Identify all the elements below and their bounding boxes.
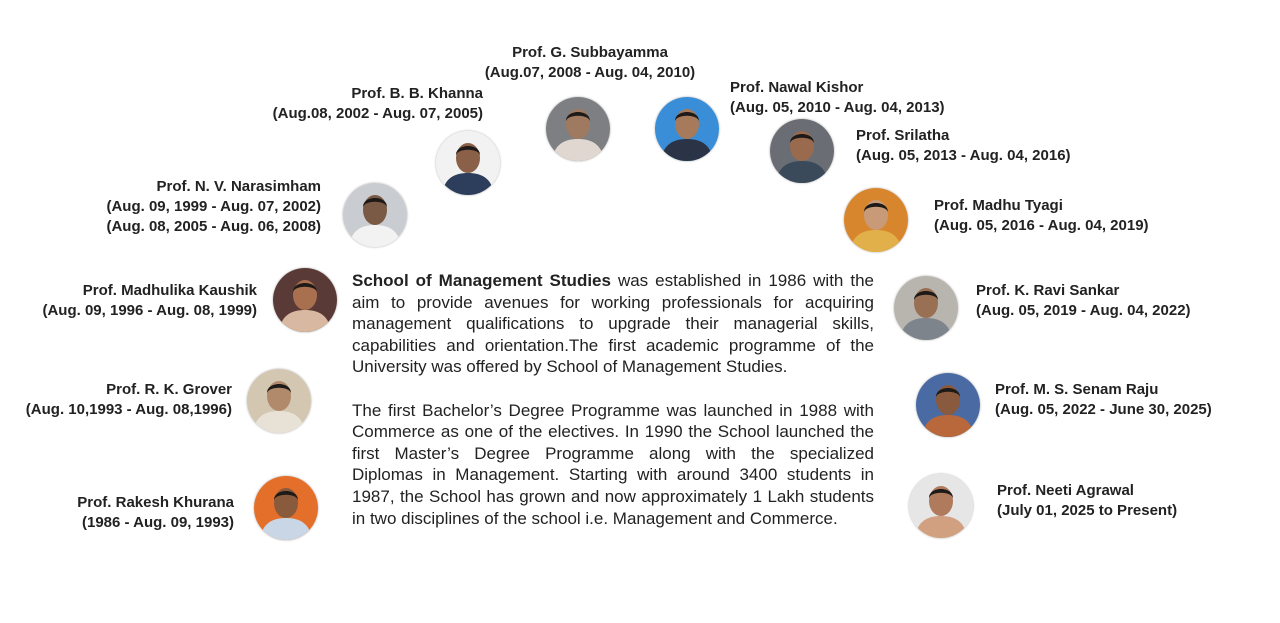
photo-tyagi [844,188,908,252]
prof-tenure: (Aug.07, 2008 - Aug. 04, 2010) [484,64,696,81]
prof-tenure: (Aug. 05, 2016 - Aug. 04, 2019) [934,217,1149,234]
portrait-image [909,474,973,538]
photo-kishor [655,97,719,161]
prof-name: Prof. Rakesh Khurana [77,494,234,511]
photo-raju [916,373,980,437]
photo-narasimham [343,183,407,247]
about-school [352,270,874,529]
label-tyagi [934,196,1149,236]
prof-name: Prof. Nawal Kishor [730,79,864,96]
prof-tenure: (Aug. 05, 2010 - Aug. 04, 2013) [730,99,945,116]
prof-tenure: (Aug. 10,1993 - Aug. 08,1996) [25,401,232,418]
prof-tenure: (Aug.08, 2002 - Aug. 07, 2005) [272,105,483,122]
photo-subbayamma [546,97,610,161]
label-agrawal [997,481,1177,521]
label-raju [995,380,1212,420]
portrait-image [254,476,318,540]
label-khurana [77,493,234,533]
prof-name: Prof. B. B. Khanna [351,85,483,102]
prof-name: Prof. K. Ravi Sankar [976,282,1120,299]
prof-tenure: (July 01, 2025 to Present) [997,502,1178,519]
label-sankar [976,281,1191,321]
label-kishor [730,78,945,118]
portrait-image [436,131,500,195]
school-name: School of Management Studies [352,271,611,290]
prof-tenure: (Aug. 08, 2005 - Aug. 06, 2008) [106,218,321,235]
about-paragraph-1-text: was established in 1986 with the aim to provide avenues for working professionals for acquiring management qualifications to upgrade their managerial skills, capabilities and orientation.The first academic programme of the University was offered by School of Management Studies. [352,271,874,377]
about-paragraph-1 [352,270,874,378]
portrait-image [273,268,337,332]
about-paragraph-2: The first Bachelor’s Degree Programme was launched in 1988 with Commerce as one of the electives. In 1990 the School launched the first Master’s Degree Programme along with the specialized Diplomas in Management. Starting with around 3400 students in 1987, the School has grown and now approximately 1 Lakh students in two disciplines of the school i.e. Management and Commerce. [352,400,874,528]
photo-agrawal [909,474,973,538]
prof-tenure: (Aug. 09, 1999 - Aug. 07, 2002) [106,198,321,215]
label-srilatha [856,126,1071,166]
portrait-image [770,119,834,183]
portrait-image [343,183,407,247]
portrait-image [916,373,980,437]
prof-tenure: (Aug. 05, 2019 - Aug. 04, 2022) [976,302,1191,319]
portrait-image [546,97,610,161]
portrait-image [655,97,719,161]
label-subbayamma [478,43,702,83]
photo-kaushik [273,268,337,332]
prof-name: Prof. Madhu Tyagi [934,197,1063,214]
photo-sankar [894,276,958,340]
portrait-image [844,188,908,252]
photo-srilatha [770,119,834,183]
prof-tenure: (1986 - Aug. 09, 1993) [81,514,234,531]
prof-tenure: (Aug. 05, 2013 - Aug. 04, 2016) [856,147,1071,164]
portrait-image [894,276,958,340]
photo-khurana [254,476,318,540]
prof-name: Prof. Srilatha [856,127,950,144]
photo-khanna [436,131,500,195]
prof-tenure: (Aug. 09, 1996 - Aug. 08, 1999) [42,302,257,319]
label-narasimham [106,177,321,237]
prof-name: Prof. M. S. Senam Raju [995,381,1159,398]
photo-grover [247,369,311,433]
label-kaushik [42,281,257,321]
prof-name: Prof. N. V. Narasimham [156,178,321,195]
label-khanna [273,84,483,124]
prof-name: Prof. G. Subbayamma [512,44,668,61]
prof-name: Prof. Madhulika Kaushik [82,282,257,299]
prof-tenure: (Aug. 05, 2022 - June 30, 2025) [995,401,1212,418]
label-grover [26,380,232,420]
prof-name: Prof. Neeti Agrawal [997,482,1134,499]
portrait-image [247,369,311,433]
prof-name: Prof. R. K. Grover [106,381,232,398]
